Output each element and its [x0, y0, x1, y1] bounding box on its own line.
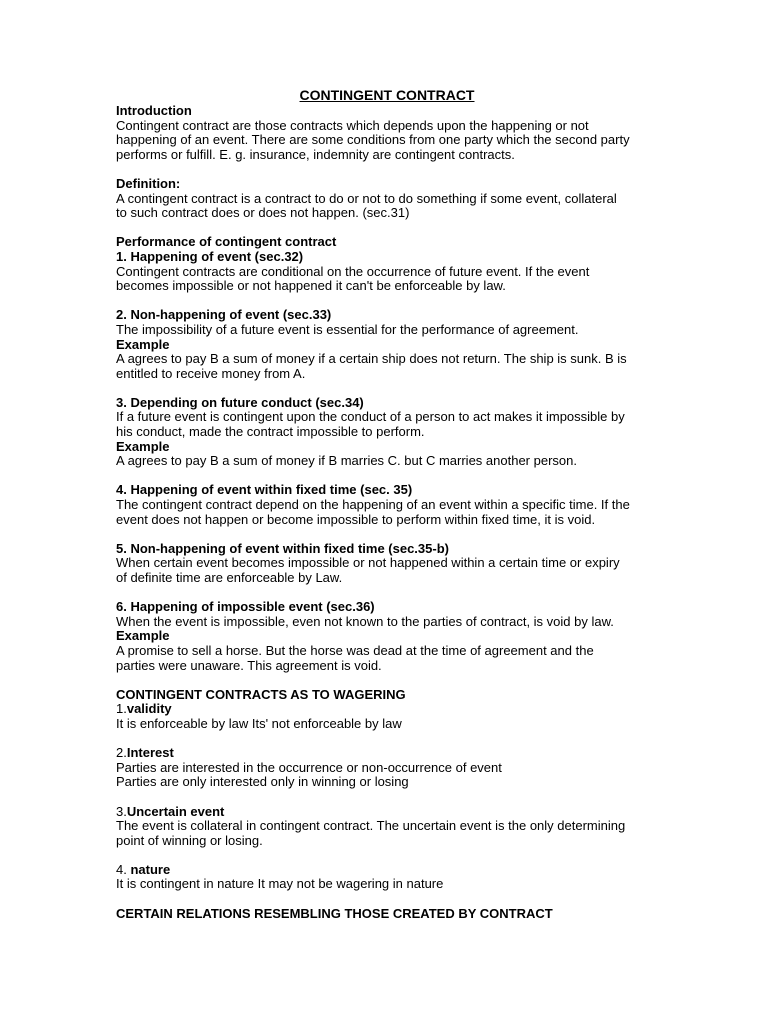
- example-label: Example: [116, 438, 170, 454]
- subsection-heading: 1. Happening of event (sec.32): [116, 248, 304, 264]
- subsection-heading: 5. Non-happening of event within fixed time (sec.35-b): [116, 540, 449, 556]
- wagering-item-label: Uncertain event: [126, 803, 225, 819]
- subsection-heading: 4. Happening of event within fixed time (sec. 35): [116, 482, 413, 498]
- closing-heading: CERTAIN RELATIONS RESEMBLING THOSE CREATED BY CONTRACT: [116, 905, 553, 921]
- introduction-heading: Introduction: [116, 103, 192, 118]
- non-happening-section: [116, 308, 658, 381]
- subsection-heading: 3. Depending on future conduct (sec.34): [116, 394, 364, 410]
- subsection-line: Contingent contracts are conditional on the occurrence of future event. If the event: [116, 263, 590, 279]
- introduction-line: happening of an event. There are some conditions from one party which the second party: [116, 132, 630, 148]
- wagering-item-label: Interest: [126, 745, 174, 761]
- wagering-item-line: Parties are interested in the occurrence or non-occurrence of event: [116, 759, 502, 775]
- example-label: Example: [116, 336, 170, 352]
- wagering-item-line: The event is collateral in contingent contract. The uncertain event is the only determining: [116, 818, 626, 834]
- wagering-item-title: [116, 805, 658, 820]
- wagering-item-line: It is contingent in nature It may not be wagering in nature: [116, 876, 444, 892]
- wagering-item-number: 4.: [116, 861, 131, 877]
- subsection-line: The impossibility of a future event is essential for the performance of agreement.: [116, 321, 579, 337]
- definition-line: to such contract does or does not happen. (sec.31): [116, 205, 410, 221]
- subsection-line: When the event is impossible, even not known to the parties of contract, is void by law.: [116, 613, 614, 629]
- subsection-line: event does not happen or become impossible to perform within fixed time, it is void.: [116, 511, 596, 527]
- wagering-item-label: validity: [126, 701, 172, 717]
- performance-section: [116, 235, 658, 293]
- wagering-uncertain-event: [116, 805, 658, 849]
- definition-section: [116, 177, 658, 221]
- fixed-time-section: [116, 483, 658, 527]
- future-conduct-section: [116, 396, 658, 469]
- performance-heading: Performance of contingent contract: [116, 234, 337, 250]
- subsection-line: becomes impossible or not happened it can't be enforceable by law.: [116, 278, 506, 294]
- wagering-item-number: 2.: [116, 745, 127, 761]
- impossible-event-section: [116, 600, 658, 673]
- subsection-line: his conduct, made the contract impossible to perform.: [116, 424, 425, 440]
- wagering-item-label: nature: [130, 861, 171, 877]
- wagering-item-number: 3.: [116, 803, 127, 819]
- wagering-item-number: 1.: [116, 701, 127, 717]
- subsection-heading: 2. Non-happening of event (sec.33): [116, 307, 332, 323]
- non-happening-fixed-time-section: [116, 542, 658, 586]
- wagering-item-title: [116, 746, 658, 761]
- example-line: A promise to sell a horse. But the horse was dead at the time of agreement and the: [116, 642, 594, 658]
- wagering-item-line: It is enforceable by law Its' not enforceable by law: [116, 715, 402, 731]
- wagering-item-title: [116, 702, 658, 717]
- subsection-line: of definite time are enforceable by Law.: [116, 570, 343, 585]
- example-line: parties were unaware. This agreement is void.: [116, 657, 382, 673]
- introduction-line: performs or fulfill. E. g. insurance, indemnity are contingent contracts.: [116, 146, 515, 162]
- wagering-interest: [116, 746, 658, 790]
- example-label: Example: [116, 628, 170, 644]
- wagering-nature: [116, 863, 658, 892]
- wagering-item-line: Parties are only interested only in winning or losing: [116, 774, 409, 790]
- example-line: entitled to receive money from A.: [116, 365, 306, 381]
- wagering-heading: CONTINGENT CONTRACTS AS TO WAGERING: [116, 686, 406, 702]
- introduction-line: Contingent contract are those contracts which depends upon the happening or not: [116, 117, 589, 133]
- example-line: A agrees to pay B a sum of money if B marries C. but C marries another person.: [116, 453, 577, 469]
- wagering-item-line: point of winning or losing.: [116, 832, 263, 848]
- definition-line: A contingent contract is a contract to do or not to do something if some event, collateral: [116, 190, 617, 206]
- introduction-section: [116, 104, 658, 162]
- closing-section: [116, 907, 658, 922]
- page-title: CONTINGENT CONTRACT: [299, 87, 475, 103]
- wagering-item-title: [116, 863, 658, 878]
- definition-heading: Definition:: [116, 175, 181, 191]
- wagering-section: [116, 688, 658, 732]
- example-line: A agrees to pay B a sum of money if a certain ship does not return. The ship is sunk. B is: [116, 351, 627, 367]
- subsection-heading: 6. Happening of impossible event (sec.36): [116, 599, 375, 615]
- subsection-line: If a future event is contingent upon the conduct of a person to act makes it impossible by: [116, 409, 625, 425]
- subsection-line: When certain event becomes impossible or not happened within a certain time or expiry: [116, 555, 620, 571]
- subsection-line: The contingent contract depend on the happening of an event within a specific time. If the: [116, 497, 630, 513]
